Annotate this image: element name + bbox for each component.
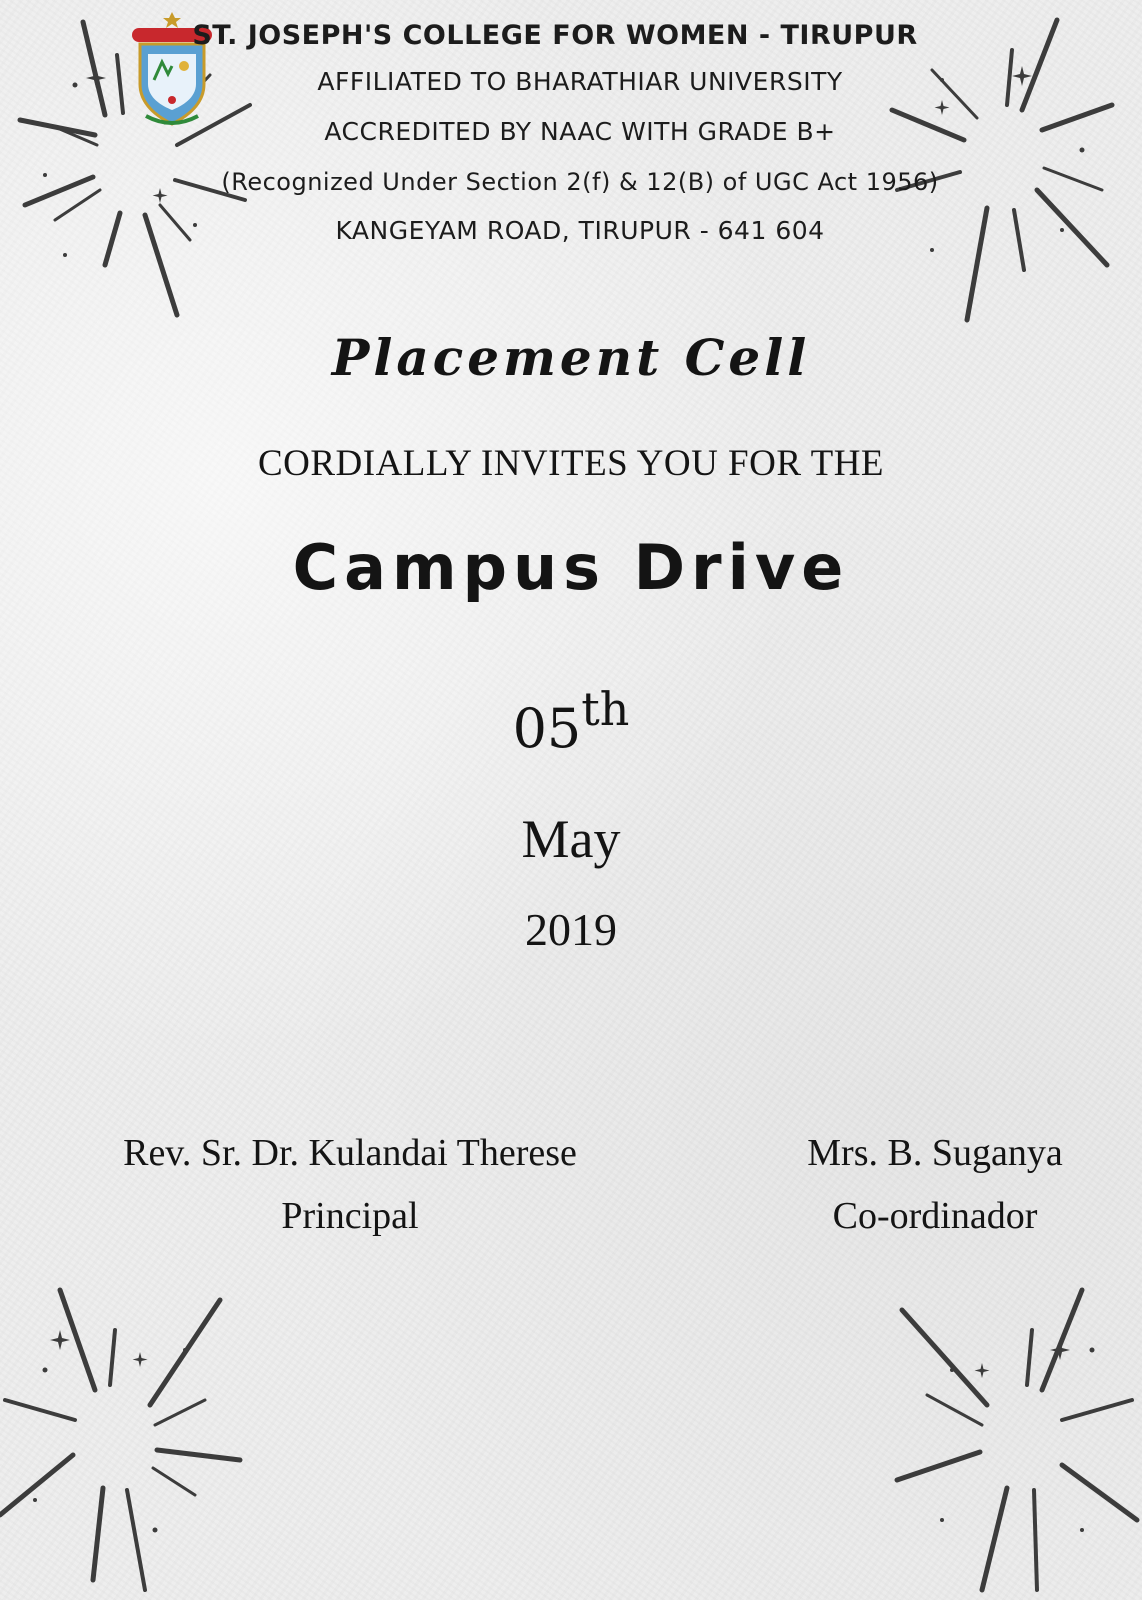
invite-line: CORDIALLY INVITES YOU FOR THE — [257, 443, 885, 484]
affiliation-line: AFFILIATED TO BHARATHIAR UNIVERSITY — [317, 67, 843, 96]
principal-name: Rev. Sr. Dr. Kulandai Therese — [123, 1132, 577, 1174]
college-name: ST. JOSEPH'S COLLEGE FOR WOMEN - TIRUPUR — [192, 20, 918, 51]
recognition-line: (Recognized Under Section 2(f) & 12(B) of UGC Act 1956) — [221, 168, 939, 196]
placement-cell-heading: Placement Cell — [331, 328, 811, 387]
event-day — [0, 682, 1142, 760]
day-number: 05 — [512, 697, 582, 760]
coordinator-name: Mrs. B. Suganya — [807, 1132, 1063, 1174]
event-title: Campus Drive — [292, 531, 850, 604]
firework-burst-icon — [0, 1280, 260, 1600]
address-line: KANGEYAM ROAD, TIRUPUR - 641 604 — [335, 216, 825, 245]
accreditation-line: ACCREDITED BY NAAC WITH GRADE B+ — [324, 117, 836, 146]
principal-role: Principal — [281, 1195, 419, 1237]
firework-burst-icon — [882, 1280, 1142, 1600]
event-year: 2019 — [525, 904, 617, 955]
coordinator-role: Co-ordinador — [832, 1195, 1038, 1237]
event-month: May — [521, 809, 621, 869]
day-suffix: th — [581, 682, 630, 736]
